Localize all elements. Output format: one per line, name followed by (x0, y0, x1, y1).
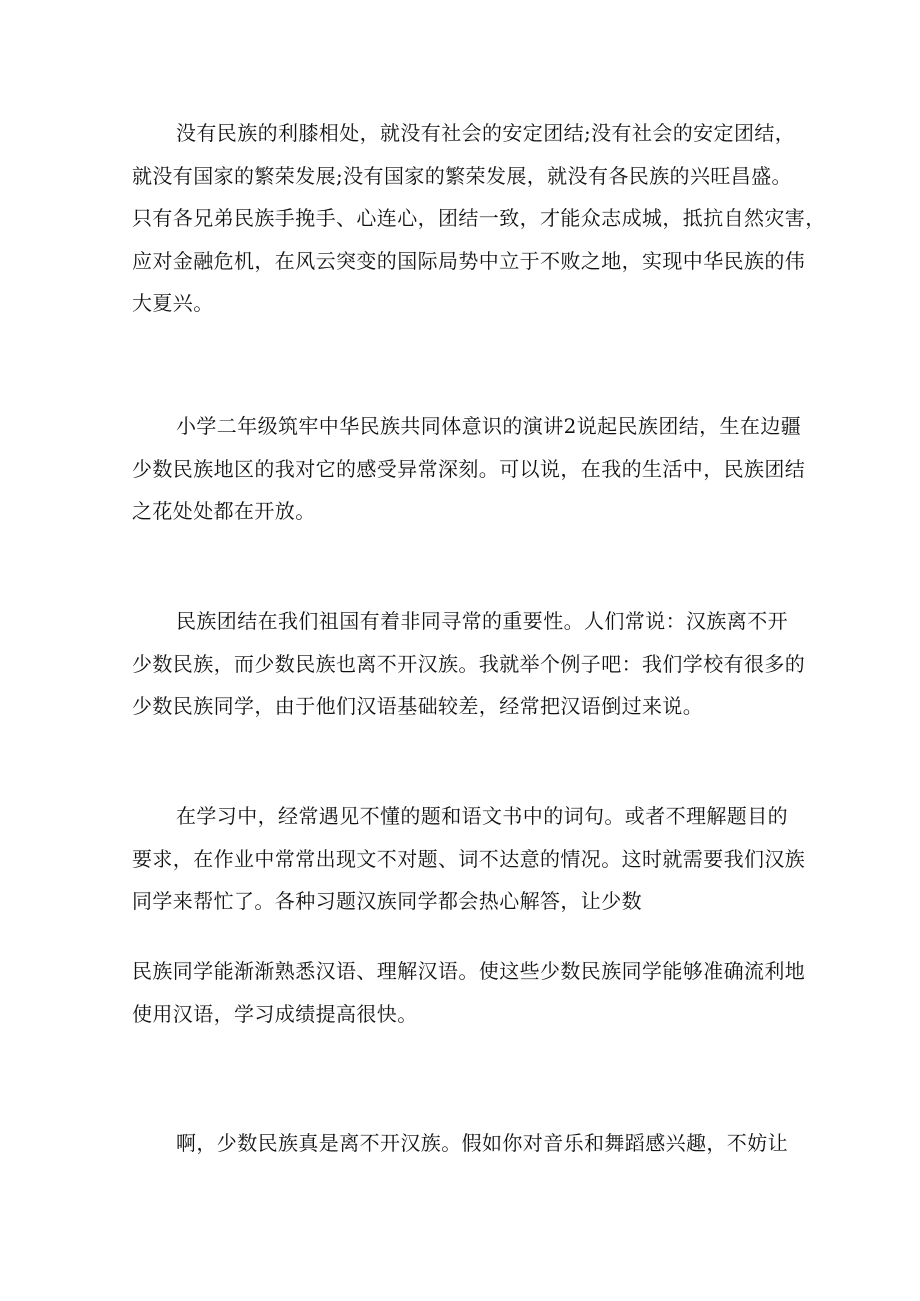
paragraph-6 (132, 1122, 792, 1165)
paragraph-1 (132, 112, 826, 325)
text-line: 啊，少数民族真是离不开汉族。假如你对音乐和舞蹈感兴趣，不妨让 (176, 1131, 788, 1155)
paragraph-5 (132, 950, 806, 1035)
text-line: 只有各兄弟民族手挽手、心连心，团结一致，才能众志成城，抵抗自然灾害， (132, 206, 826, 230)
text-line: 少数民族同学，由于他们汉语基础较差，经常把汉语倒过来说。 (132, 694, 704, 718)
text-line: 小学二年级筑牢中华民族共同体意识的演讲2说起民族团结，生在边疆 (176, 414, 802, 438)
paragraph-4 (132, 795, 806, 923)
text-line: 要求，在作业中常常出现文不对题、词不达意的情况。这时就需要我们汉族 (132, 846, 806, 871)
paragraph-3 (132, 600, 806, 728)
paragraph-2 (132, 405, 806, 533)
text-line: 应对金融危机，在风云突变的国际局势中立于不败之地，实现中华民族的伟 (132, 248, 806, 273)
text-line: 之花处处都在开放。 (132, 499, 316, 523)
text-line: 同学来帮忙了。各种习题汉族同学都会热心解答，让少数 (132, 889, 642, 913)
text-line: 大夏兴。 (132, 291, 214, 315)
text-line: 少数民族，而少数民族也离不开汉族。我就举个例子吧：我们学校有很多的 (132, 651, 806, 676)
text-line: 民族同学能渐渐熟悉汉语、理解汉语。使这些少数民族同学能够准确流利地 (132, 959, 806, 983)
text-line: 在学习中，经常遇见不懂的题和语文书中的词句。或者不理解题目的 (176, 804, 788, 828)
text-line: 就没有国家的繁荣发展;没有国家的繁荣发展，就没有各民族的兴旺昌盛。 (132, 163, 792, 188)
text-line: 使用汉语，学习成绩提高很快。 (132, 1001, 418, 1026)
text-line: 没有民族的利膝相处，就没有社会的安定团结;没有社会的安定团结， (176, 121, 796, 145)
text-line: 民族团结在我们祖国有着非同寻常的重要性。人们常说：汉族离不开 (176, 609, 788, 633)
text-line: 少数民族地区的我对它的感受异常深刻。可以说，在我的生活中，民族团结 (132, 456, 806, 481)
